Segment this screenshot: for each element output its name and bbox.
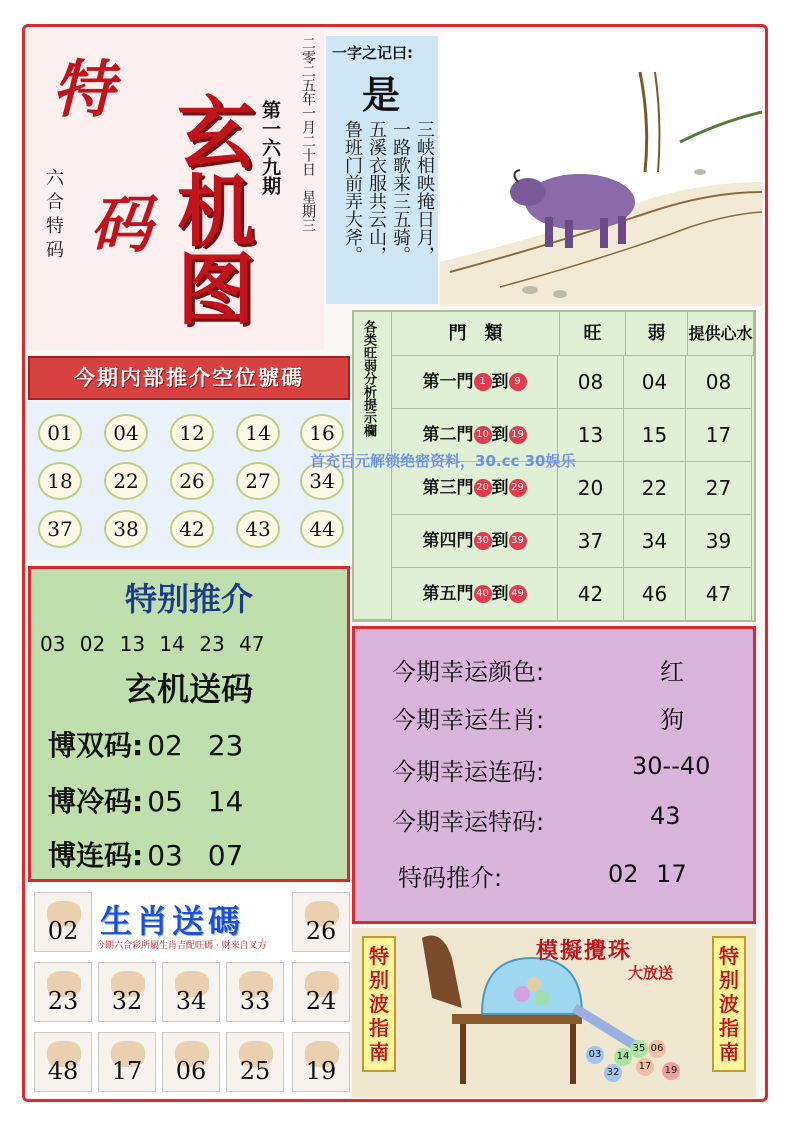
codes-banner-text: 今期内部推介空位號碼: [74, 366, 304, 390]
machine-ball: 17: [636, 1058, 654, 1076]
code-ball: 12: [170, 414, 214, 452]
table-cell: 34: [624, 515, 686, 568]
special-code-value: 02 17: [608, 860, 687, 888]
range-to-word: 到: [491, 531, 509, 551]
code-ball: 43: [236, 510, 280, 548]
zodiac-number: 24: [305, 987, 337, 1015]
recommend-line-label: 博冷码:: [48, 785, 144, 818]
code-ball: 37: [38, 510, 82, 548]
buffalo-illustration: [440, 32, 762, 306]
row-label-text: 第二門: [422, 425, 474, 445]
lucky-special-value: 43: [650, 802, 681, 830]
table-cell: 37: [558, 515, 624, 568]
zodiac-number: 06: [175, 1057, 207, 1085]
recommend-line: [48, 834, 243, 874]
range-from-badge: 30: [474, 532, 492, 550]
zodiac-number: 34: [175, 987, 207, 1015]
zodiac-cell: [292, 1032, 350, 1092]
range-to-badge: 39: [509, 532, 527, 550]
lucky-zodiac-value: 狗: [660, 706, 684, 734]
row-label-text: 第四門: [422, 531, 474, 551]
zodiac-number: 33: [239, 987, 271, 1015]
special-code-label: 特码推介:: [398, 864, 503, 892]
code-ball: 38: [104, 510, 148, 548]
poem-line: 五溪衣服共云山，: [366, 120, 387, 264]
poem-line: 三峡相映掩日月，: [414, 120, 435, 264]
zodiac-cell: [162, 1032, 220, 1092]
range-to-word: 到: [491, 425, 509, 445]
table-row: [392, 515, 754, 568]
table-cell: 13: [558, 409, 624, 462]
code-ball: 34: [300, 462, 344, 500]
table-header: 門 類: [392, 312, 560, 356]
zodiac-cell: [226, 962, 284, 1022]
codes-banner: [28, 356, 350, 400]
range-from-badge: 20: [474, 479, 492, 497]
range-to-badge: 49: [509, 585, 527, 603]
machine-ball: 35: [630, 1040, 648, 1058]
zodiac-number: 26: [305, 917, 337, 945]
code-ball: 42: [170, 510, 214, 548]
range-to-word: 到: [491, 584, 509, 604]
range-from-badge: 10: [474, 426, 492, 444]
code-ball: 26: [170, 462, 214, 500]
issue-date: [300, 36, 316, 306]
zodiac-number: 48: [47, 1057, 79, 1085]
recommend-subtitle: 玄机送码: [124, 670, 253, 708]
zodiac-number: 19: [305, 1057, 337, 1085]
lucky-special-label: 今期幸运特码:: [392, 808, 545, 836]
codes-area: [28, 402, 350, 560]
recommend-title: 特别推介: [124, 580, 253, 618]
watermark-text: 首充百元解锁绝密资料，30.cc 30娱乐: [310, 452, 576, 470]
zodiac-number: 25: [239, 1057, 271, 1085]
date-text: 二零二五年一月二十日: [300, 36, 316, 176]
machine-ball: 32: [604, 1064, 622, 1082]
weekday-text: 星期三: [300, 190, 316, 232]
title-char-ma: 码: [90, 188, 153, 261]
machine-ball: 14: [614, 1048, 632, 1066]
lucky-link-value: 30--40: [632, 752, 711, 780]
row-label-text: 第三門: [422, 478, 474, 498]
recommend-line-value: 02 23: [147, 729, 244, 762]
row-label: [392, 515, 558, 568]
poem-heading: 一字之记曰:: [332, 44, 413, 62]
lucky-color-value: 红: [660, 658, 684, 686]
table-side-label: 各类旺弱分析提示欄: [361, 320, 376, 437]
range-to-badge: 19: [509, 426, 527, 444]
row-label: [392, 356, 558, 409]
row-label: [392, 568, 558, 621]
lucky-link-label: 今期幸运连码:: [392, 758, 545, 786]
table-cell: 39: [686, 515, 752, 568]
zodiac-number: 32: [111, 987, 143, 1015]
zodiac-cell: [292, 962, 350, 1022]
zodiac-number: 17: [111, 1057, 143, 1085]
recommend-line-label: 博连码:: [48, 839, 144, 872]
range-to-badge: 29: [509, 479, 527, 497]
recommend-line: [48, 724, 243, 764]
table-cell: 08: [686, 356, 752, 409]
table-cell: 42: [558, 568, 624, 621]
code-ball: 04: [104, 414, 148, 452]
machine-ball: 19: [662, 1062, 680, 1080]
table-row: [392, 568, 754, 621]
table-header: 提供心水: [688, 312, 754, 356]
machine-subtitle: 大放送: [628, 964, 674, 982]
zodiac-caption: 今期六合彩所屬生肖吉配旺碼 · 财来自叉方: [96, 941, 267, 951]
table-cell: 15: [624, 409, 686, 462]
code-ball: 14: [236, 414, 280, 452]
table-cell: 27: [686, 462, 752, 515]
code-ball: 01: [38, 414, 82, 452]
machine-side-left: 特别波指南: [362, 936, 396, 1072]
range-from-badge: 1: [474, 373, 492, 391]
recommend-line-label: 博双码:: [48, 729, 144, 762]
zodiac-cell: [226, 1032, 284, 1092]
row-label-text: 第一門: [422, 372, 474, 392]
recommend-numbers: 03 02 13 14 23 47: [40, 632, 265, 656]
table-cell: 20: [558, 462, 624, 515]
poem-line: 一路歌来三五骑。: [390, 120, 411, 264]
recommend-line-value: 03 07: [147, 839, 244, 872]
table-row: [392, 356, 754, 409]
machine-ball: 03: [586, 1046, 604, 1064]
table-cell: 04: [624, 356, 686, 409]
machine-side-right: 特别波指南: [712, 936, 746, 1072]
zodiac-title: 生肖送碼: [100, 902, 245, 940]
zodiac-cell: [98, 1032, 156, 1092]
zodiac-cell: [34, 1032, 92, 1092]
code-ball: 18: [38, 462, 82, 500]
lucky-zodiac-label: 今期幸运生肖:: [392, 706, 545, 734]
zodiac-cell: [162, 962, 220, 1022]
buffalo-image: [440, 32, 762, 306]
code-ball: 16: [300, 414, 344, 452]
title-char-te: 特: [52, 53, 115, 126]
zodiac-number: 02: [47, 917, 79, 945]
table-header: 旺: [560, 312, 626, 356]
table-cell: 17: [686, 409, 752, 462]
zodiac-cell: [98, 962, 156, 1022]
table-cell: 08: [558, 356, 624, 409]
table-header: 弱: [626, 312, 688, 356]
code-ball: 27: [236, 462, 280, 500]
code-ball: 44: [300, 510, 344, 548]
table-cell: 22: [624, 462, 686, 515]
code-ball: 22: [104, 462, 148, 500]
zodiac-number: 23: [47, 987, 79, 1015]
recommend-line: [48, 780, 243, 820]
lucky-color-label: 今期幸运颜色:: [392, 658, 545, 686]
poem-word: 是: [362, 73, 401, 117]
liuhe-label: 六合特码: [43, 168, 64, 264]
machine-ball: 06: [648, 1040, 666, 1058]
issue-number: 第一六九期: [259, 100, 281, 195]
row-label-text: 第五門: [422, 584, 474, 604]
poem-line: 鲁班门前弄大斧。: [342, 120, 363, 264]
big-title: 玄机图: [164, 92, 255, 326]
range-to-badge: 9: [509, 373, 527, 391]
zodiac-cell: [34, 962, 92, 1022]
table-cell: 47: [686, 568, 752, 621]
machine-title: 模擬攪珠: [536, 939, 633, 964]
range-to-word: 到: [491, 372, 509, 392]
table-cell: 46: [624, 568, 686, 621]
range-to-word: 到: [491, 478, 509, 498]
recommend-line-value: 05 14: [147, 785, 244, 818]
range-from-badge: 40: [474, 585, 492, 603]
zodiac-cell: [292, 892, 350, 952]
zodiac-cell: [34, 892, 92, 952]
